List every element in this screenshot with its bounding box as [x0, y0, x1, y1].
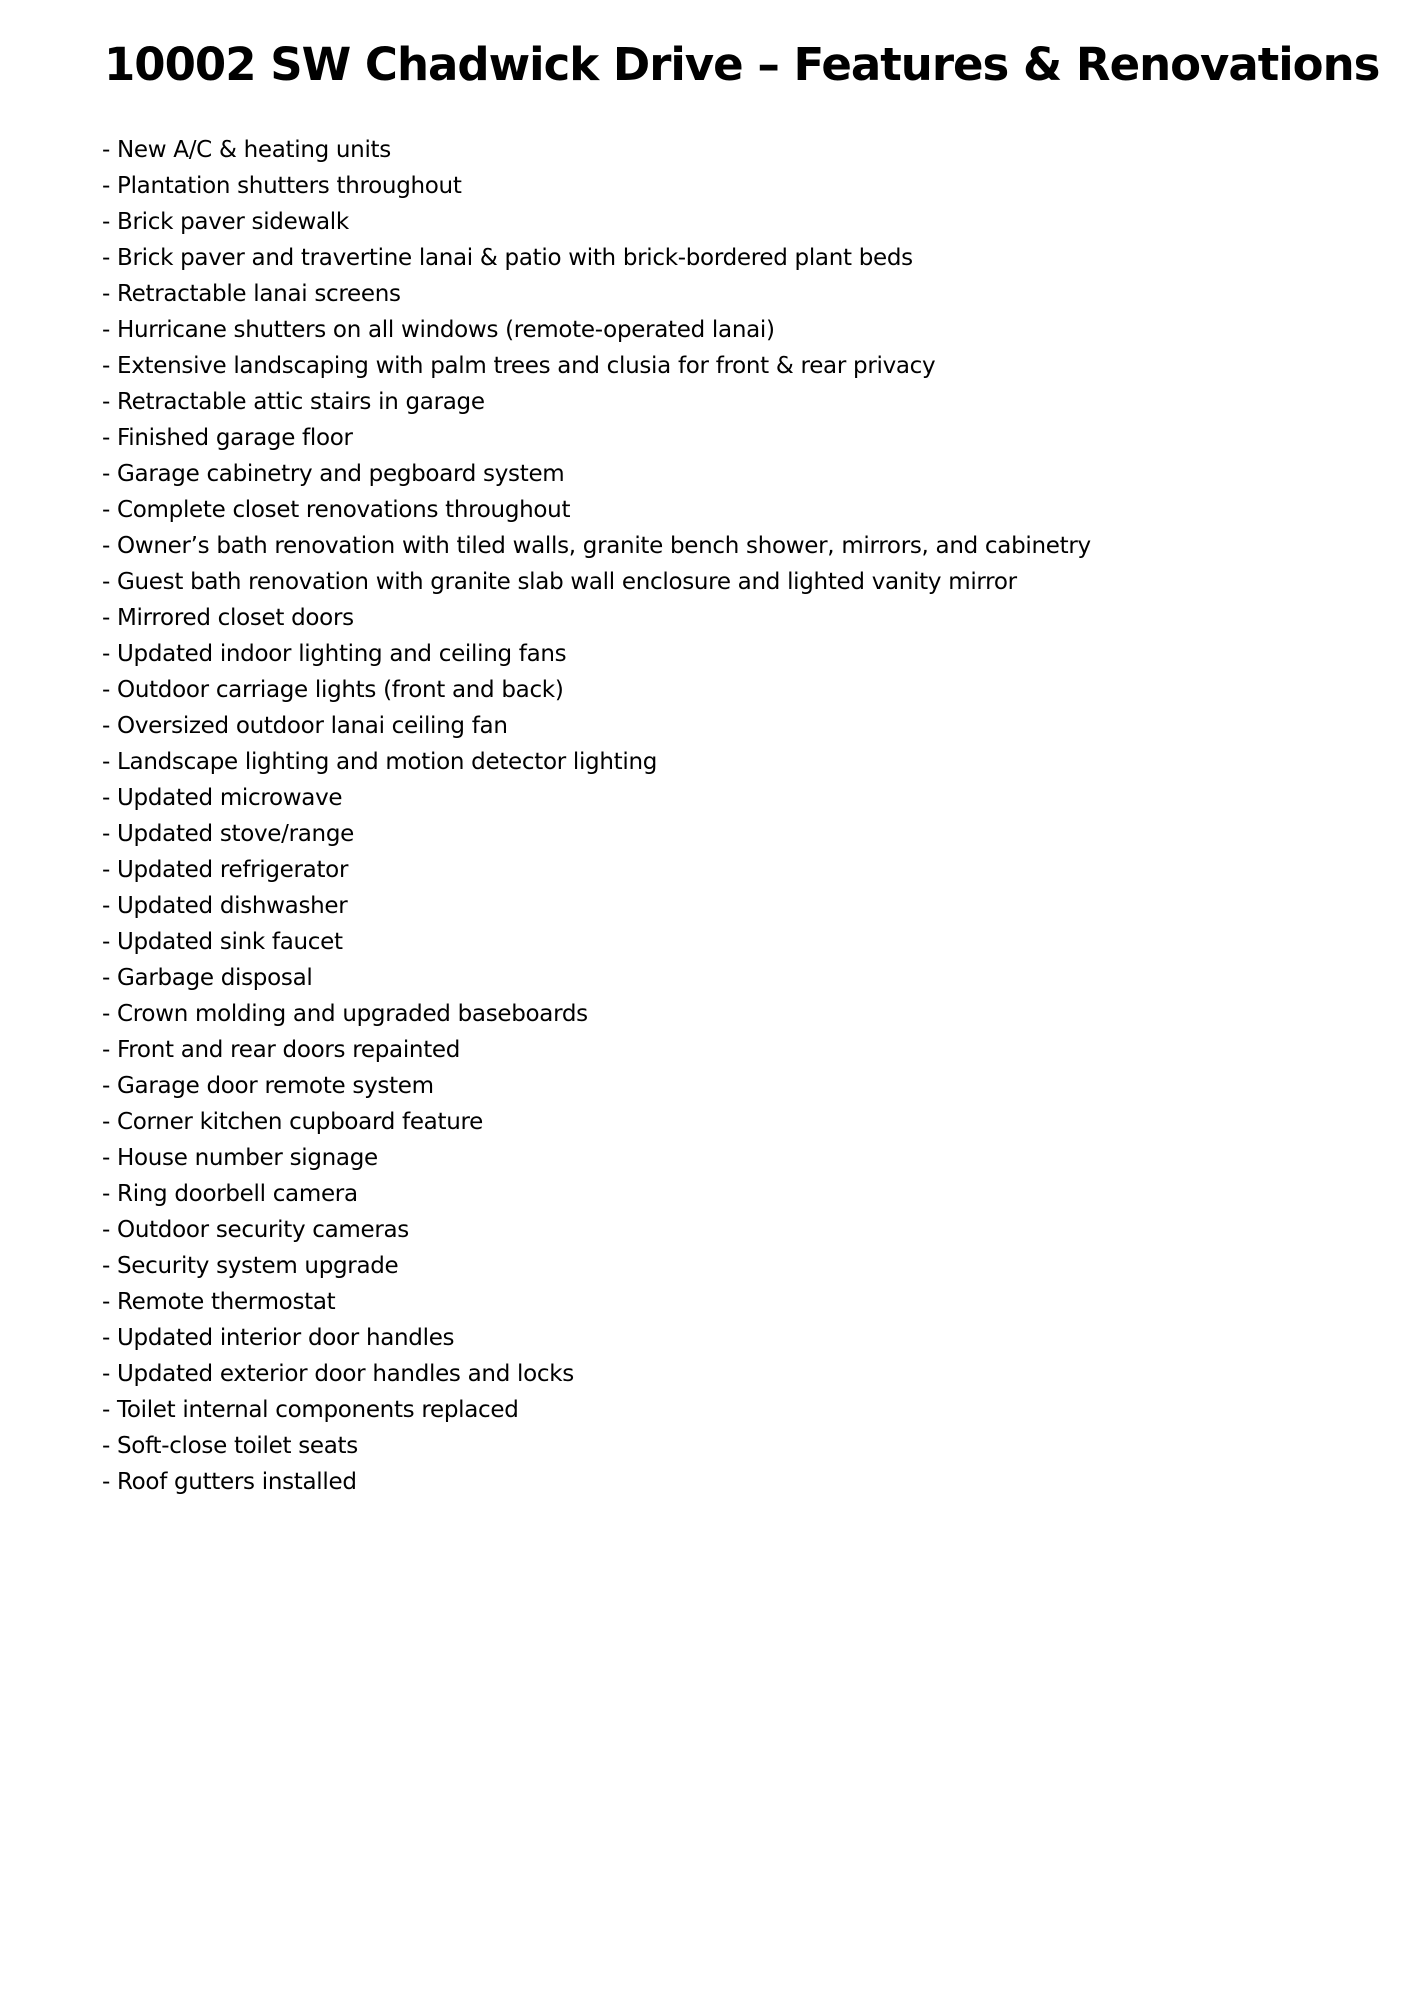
list-item: [102, 888, 1374, 924]
list-item-bullet: -: [102, 677, 110, 703]
list-item-text: Brick paver and travertine lanai & patio with brick-bordered plant beds: [110, 245, 913, 271]
list-item-text: Landscape lighting and motion detector lighting: [110, 749, 658, 775]
features-list: [102, 132, 1374, 1500]
list-item: [102, 564, 1374, 600]
list-item-bullet: -: [102, 1037, 110, 1063]
list-item: [102, 996, 1374, 1032]
list-item-text: Updated interior door handles: [110, 1325, 455, 1351]
list-item-text: Updated microwave: [110, 785, 343, 811]
list-item: [102, 1392, 1374, 1428]
list-item: [102, 600, 1374, 636]
list-item-text: Ring doorbell camera: [110, 1181, 358, 1207]
list-item-text: Garbage disposal: [110, 965, 313, 991]
list-item-bullet: -: [102, 281, 110, 307]
list-item: [102, 672, 1374, 708]
list-item: [102, 312, 1374, 348]
list-item: [102, 348, 1374, 384]
list-item: [102, 240, 1374, 276]
list-item: [102, 1356, 1374, 1392]
list-item-bullet: -: [102, 965, 110, 991]
list-item: [102, 528, 1374, 564]
list-item: [102, 1032, 1374, 1068]
list-item-text: Updated dishwasher: [110, 893, 348, 919]
list-item-bullet: -: [102, 1397, 110, 1423]
list-item: [102, 1464, 1374, 1500]
list-item-text: Finished garage floor: [110, 425, 353, 451]
list-item-bullet: -: [102, 1433, 110, 1459]
list-item: [102, 132, 1374, 168]
list-item-text: Updated indoor lighting and ceiling fans: [110, 641, 567, 667]
list-item: [102, 1140, 1374, 1176]
list-item-text: Front and rear doors repainted: [110, 1037, 461, 1063]
list-item-bullet: -: [102, 353, 110, 379]
list-item-text: Toilet internal components replaced: [110, 1397, 519, 1423]
list-item: [102, 1284, 1374, 1320]
list-item-bullet: -: [102, 461, 110, 487]
list-item-bullet: -: [102, 641, 110, 667]
list-item-bullet: -: [102, 425, 110, 451]
list-item: [102, 168, 1374, 204]
list-item-text: New A/C & heating units: [110, 137, 391, 163]
list-item-text: Mirrored closet doors: [110, 605, 354, 631]
list-item-bullet: -: [102, 1289, 110, 1315]
page-title: 10002 SW Chadwick Drive – Features & Renovations: [104, 38, 1380, 91]
list-item-bullet: -: [102, 1001, 110, 1027]
list-item-text: Corner kitchen cupboard feature: [110, 1109, 483, 1135]
list-item-bullet: -: [102, 497, 110, 523]
list-item-text: Garage cabinetry and pegboard system: [110, 461, 565, 487]
list-item-bullet: -: [102, 713, 110, 739]
list-item-text: Outdoor security cameras: [110, 1217, 409, 1243]
list-item: [102, 1176, 1374, 1212]
list-item-bullet: -: [102, 209, 110, 235]
list-item-text: Retractable lanai screens: [110, 281, 401, 307]
list-item: [102, 420, 1374, 456]
list-item-bullet: -: [102, 1217, 110, 1243]
list-item-bullet: -: [102, 1469, 110, 1495]
list-item-bullet: -: [102, 785, 110, 811]
list-item-bullet: -: [102, 533, 110, 559]
list-item-text: Extensive landscaping with palm trees and clusia for front & rear privacy: [110, 353, 936, 379]
list-item-text: Hurricane shutters on all windows (remote-operated lanai): [110, 317, 775, 343]
list-item-text: Oversized outdoor lanai ceiling fan: [110, 713, 508, 739]
list-item-bullet: -: [102, 173, 110, 199]
list-item: [102, 276, 1374, 312]
list-item-text: Updated exterior door handles and locks: [110, 1361, 574, 1387]
list-item-text: Updated refrigerator: [110, 857, 349, 883]
list-item: [102, 1068, 1374, 1104]
list-item-text: Guest bath renovation with granite slab wall enclosure and lighted vanity mirror: [110, 569, 1017, 595]
list-item-bullet: -: [102, 857, 110, 883]
list-item-bullet: -: [102, 1145, 110, 1171]
list-item-bullet: -: [102, 245, 110, 271]
list-item-bullet: -: [102, 137, 110, 163]
list-item: [102, 1104, 1374, 1140]
list-item-text: Garage door remote system: [110, 1073, 434, 1099]
list-item-text: House number signage: [110, 1145, 378, 1171]
list-item-bullet: -: [102, 821, 110, 847]
list-item: [102, 636, 1374, 672]
list-item-bullet: -: [102, 605, 110, 631]
list-item-bullet: -: [102, 1325, 110, 1351]
list-item-text: Crown molding and upgraded baseboards: [110, 1001, 588, 1027]
list-item-text: Updated stove/range: [110, 821, 354, 847]
list-item-bullet: -: [102, 1109, 110, 1135]
list-item: [102, 204, 1374, 240]
list-item-bullet: -: [102, 893, 110, 919]
list-item-bullet: -: [102, 929, 110, 955]
list-item: [102, 1248, 1374, 1284]
list-item-text: Remote thermostat: [110, 1289, 336, 1315]
list-item-text: Security system upgrade: [110, 1253, 399, 1279]
list-item-text: Outdoor carriage lights (front and back): [110, 677, 564, 703]
list-item: [102, 1212, 1374, 1248]
list-item-bullet: -: [102, 1361, 110, 1387]
list-item-bullet: -: [102, 1181, 110, 1207]
list-item-text: Brick paver sidewalk: [110, 209, 349, 235]
list-item-bullet: -: [102, 1253, 110, 1279]
list-item: [102, 960, 1374, 996]
list-item: [102, 744, 1374, 780]
list-item-text: Plantation shutters throughout: [110, 173, 462, 199]
list-item-bullet: -: [102, 1073, 110, 1099]
list-item: [102, 492, 1374, 528]
list-item: [102, 816, 1374, 852]
list-item: [102, 924, 1374, 960]
list-item-text: Roof gutters installed: [110, 1469, 357, 1495]
list-item-text: Complete closet renovations throughout: [110, 497, 571, 523]
list-item: [102, 1428, 1374, 1464]
list-item: [102, 456, 1374, 492]
list-item-text: Updated sink faucet: [110, 929, 343, 955]
list-item-bullet: -: [102, 749, 110, 775]
list-item-text: Retractable attic stairs in garage: [110, 389, 485, 415]
list-item-bullet: -: [102, 389, 110, 415]
list-item: [102, 1320, 1374, 1356]
list-item-text: Owner’s bath renovation with tiled walls, granite bench shower, mirrors, and cabinetry: [110, 533, 1091, 559]
list-item: [102, 384, 1374, 420]
list-item-bullet: -: [102, 569, 110, 595]
list-item: [102, 852, 1374, 888]
list-item-text: Soft-close toilet seats: [110, 1433, 358, 1459]
list-item-bullet: -: [102, 317, 110, 343]
list-item: [102, 780, 1374, 816]
list-item: [102, 708, 1374, 744]
